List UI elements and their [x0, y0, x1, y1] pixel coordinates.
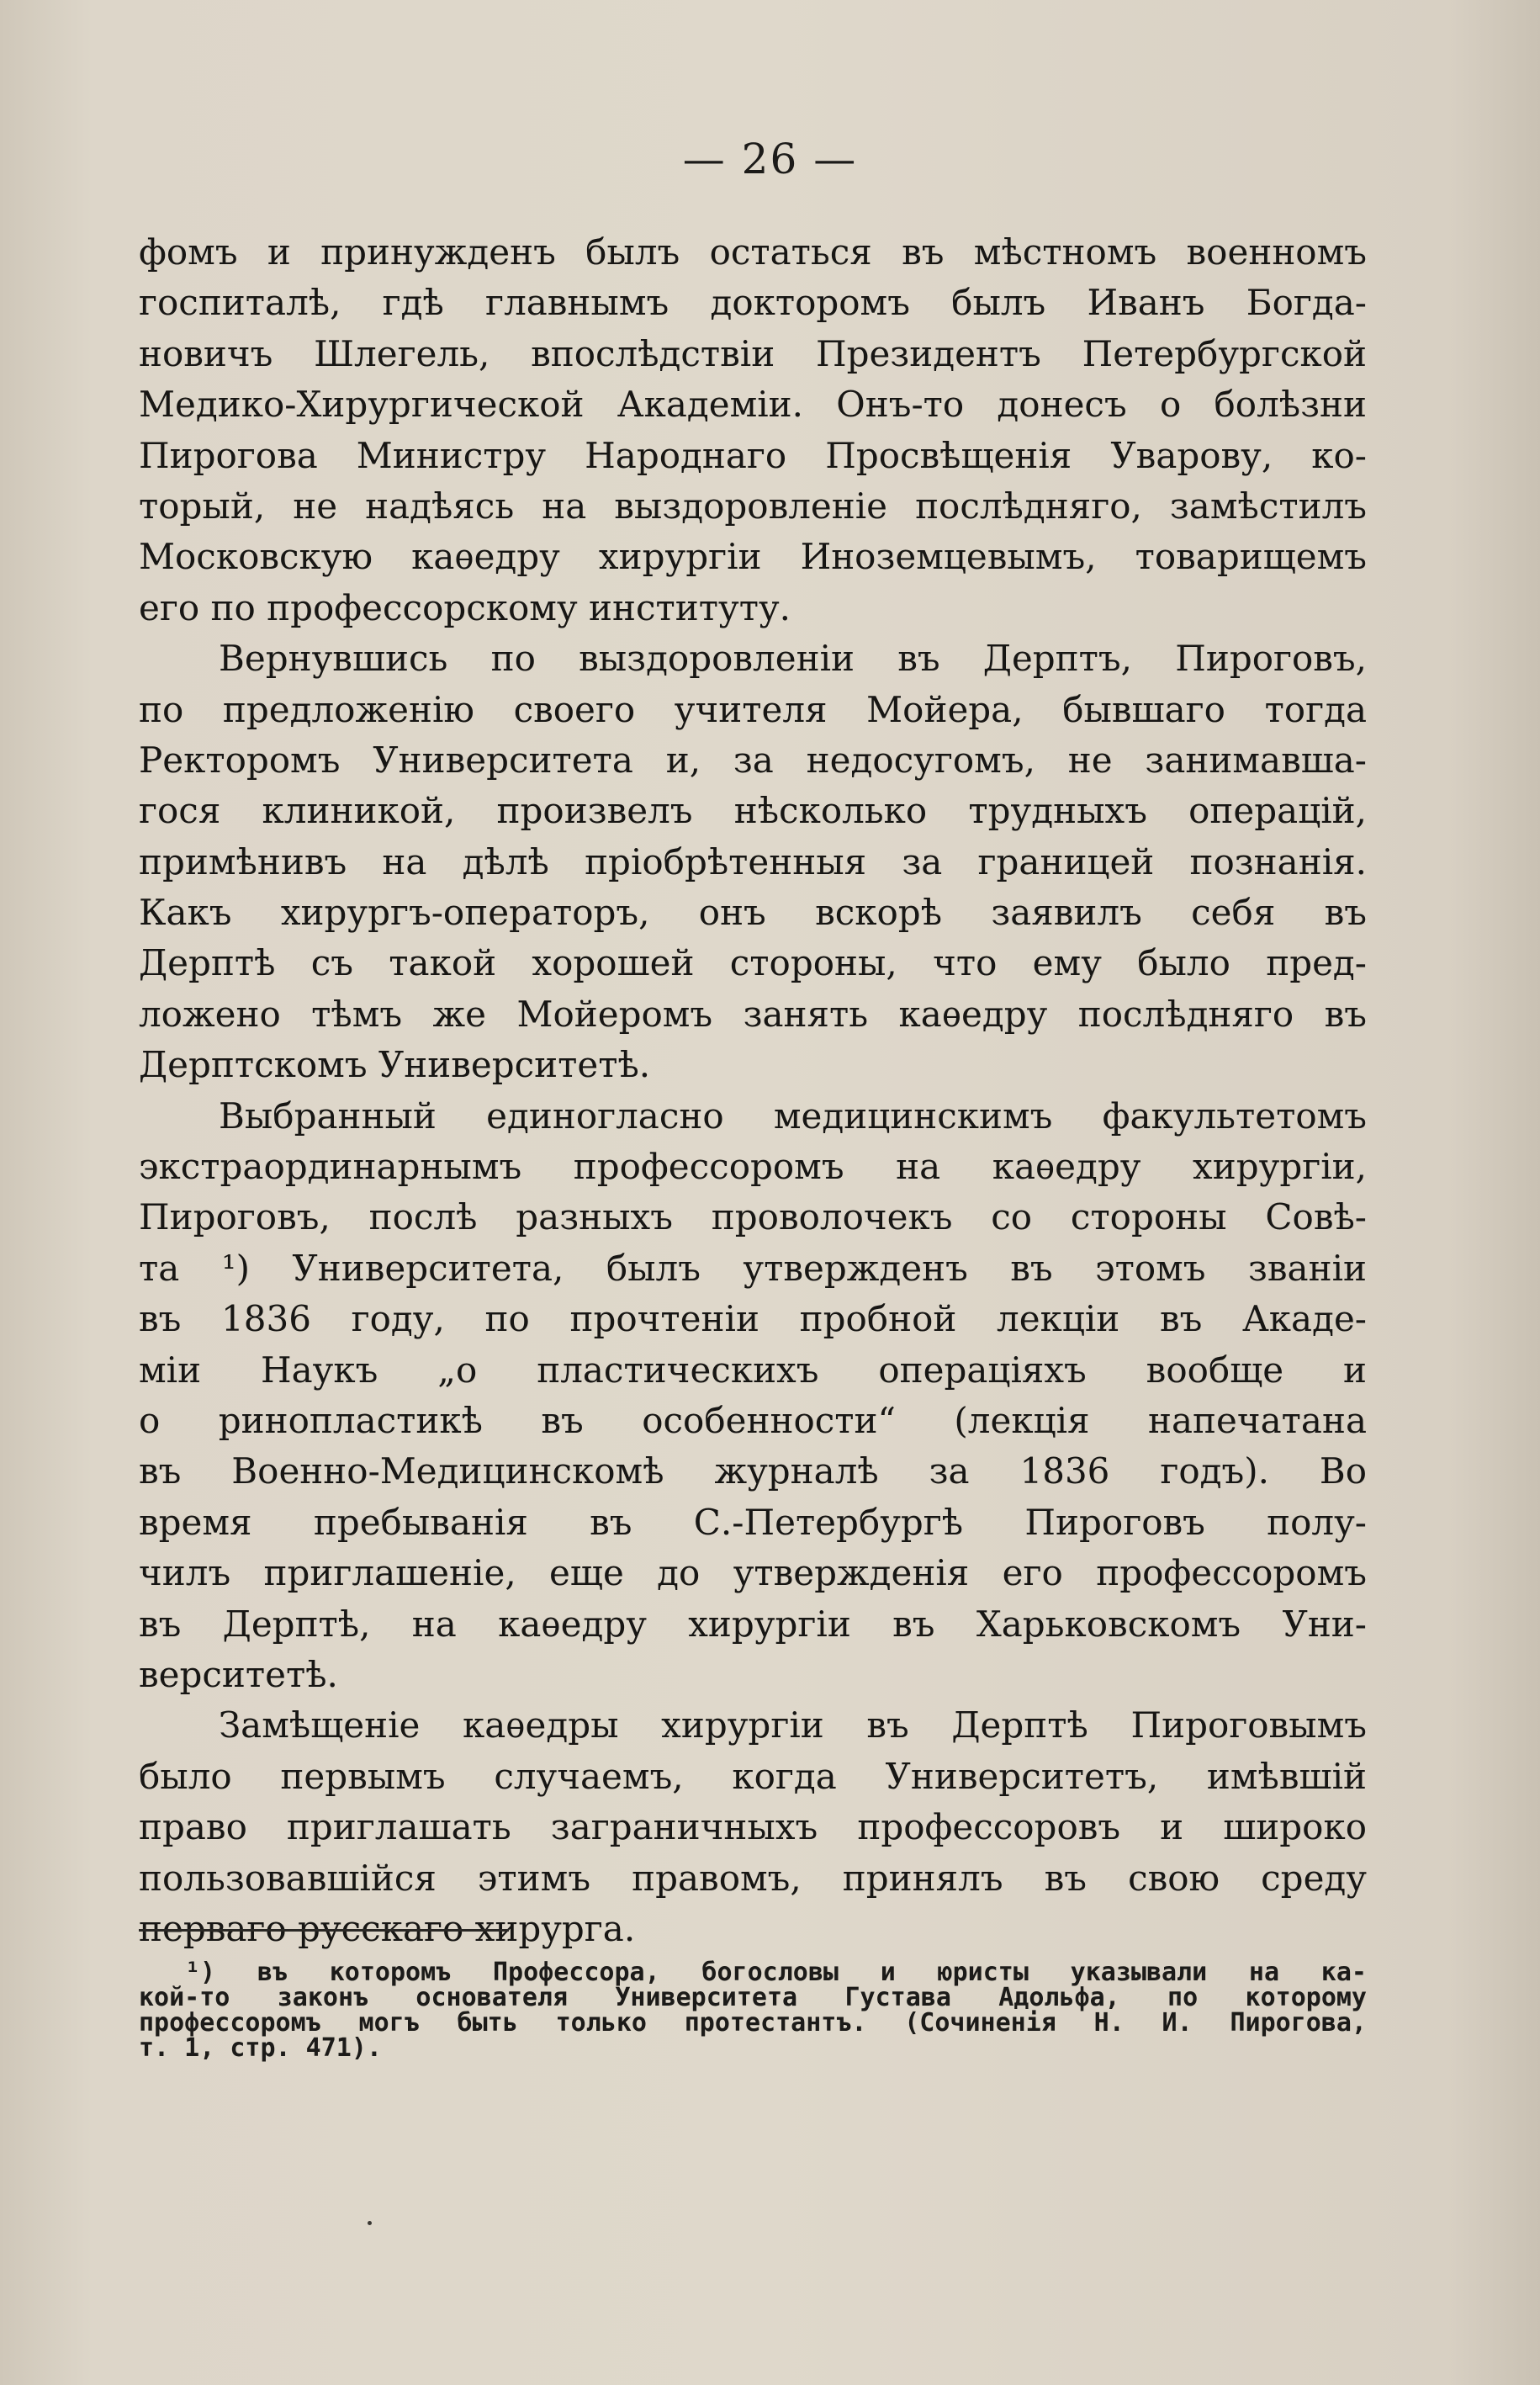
text-line: чилъ приглашеніе, еще до утвержденія его профессоромъ	[139, 1552, 1367, 1594]
body-text	[139, 227, 1367, 1954]
text-line: Пирогова Министру Народнаго Просвѣщенія Уварову, ко-	[139, 434, 1367, 476]
footnote-line: кой-то законъ основателя Университета Густава Адольфа, по которому	[139, 1983, 1367, 2012]
footnote	[139, 1960, 1367, 2061]
text-line: въ 1836 году, по прочтеніи пробной лекціи въ Акаде-	[139, 1298, 1367, 1340]
footnote-line: ¹) въ которомъ Профессора, богословы и юристы указывали на ка-	[185, 1958, 1367, 1987]
text-line: Выбранный единогласно медицинскимъ факультетомъ	[219, 1094, 1367, 1137]
text-line: торый, не надѣясь на выздоровленіе послѣдняго, замѣстилъ	[139, 485, 1367, 527]
text-line: гося клиникой, произвелъ нѣсколько трудныхъ операцій,	[139, 790, 1367, 832]
text-line: Ректоромъ Университета и, за недосугомъ, не занимавша-	[139, 739, 1367, 781]
paper-speck	[368, 2221, 372, 2225]
text-line: новичъ Шлегель, впослѣдствіи Президентъ Петербургской	[139, 332, 1367, 374]
text-line: въ Дерптѣ, на каѳедру хирургіи въ Харьковскомъ Уни-	[139, 1603, 1367, 1645]
footnote-line: профессоромъ могъ быть только протестантъ. (Сочиненія Н. И. Пирогова,	[139, 2008, 1367, 2038]
text-line: по предложенію своего учителя Мойера, бывшаго тогда	[139, 688, 1367, 730]
footnote-separator	[139, 1929, 509, 1932]
text-line: госпиталѣ, гдѣ главнымъ докторомъ былъ Иванъ Богда-	[139, 282, 1367, 324]
text-line: его по профессорскому институту.	[139, 586, 791, 628]
text-line: пользовавшійся этимъ правомъ, принялъ въ свою среду	[139, 1857, 1367, 1899]
text-line: о ринопластикѣ въ особенности“ (лекція напечатана	[139, 1399, 1367, 1441]
text-line: Дерптскомъ Университетѣ.	[139, 1044, 651, 1086]
text-line: Медико-Хирургической Академіи. Онъ-то донесъ о болѣзни	[139, 384, 1367, 426]
text-line: Пироговъ, послѣ разныхъ проволочекъ со стороны Совѣ-	[139, 1196, 1367, 1238]
page-number: — 26 —	[682, 135, 858, 183]
text-line: ложено тѣмъ же Мойеромъ занять каѳедру послѣдняго въ	[139, 993, 1367, 1035]
text-line: право приглашать заграничныхъ профессоровъ и широко	[139, 1806, 1367, 1848]
text-line: фомъ и принужденъ былъ остаться въ мѣстномъ военномъ	[139, 231, 1367, 273]
footnote-line: т. 1, стр. 471).	[139, 2033, 382, 2063]
text-line: время пребыванія въ С.-Петербургѣ Пироговъ полу-	[139, 1501, 1367, 1543]
text-line: Московскую каѳедру хирургіи Иноземцевымъ, товарищемъ	[139, 536, 1367, 578]
text-line: было первымъ случаемъ, когда Университетъ, имѣвшій	[139, 1755, 1367, 1797]
text-line: верситетѣ.	[139, 1653, 338, 1695]
text-line: Дерптѣ съ такой хорошей стороны, что ему было пред-	[139, 942, 1367, 984]
text-line: въ Военно-Медицинскомѣ журналѣ за 1836 годъ). Во	[139, 1450, 1367, 1492]
text-line: Замѣщеніе каѳедры хирургіи въ Дерптѣ Пироговымъ	[219, 1704, 1367, 1746]
text-line: Какъ хирургъ-операторъ, онъ вскорѣ заявилъ себя въ	[139, 892, 1367, 934]
text-line: примѣнивъ на дѣлѣ пріобрѣтенныя за границей познанія.	[139, 840, 1367, 882]
text-line: перваго русскаго хирурга.	[139, 1907, 636, 1949]
text-line: міи Наукъ „о пластическихъ операціяхъ вообще и	[139, 1349, 1367, 1391]
text-line: та ¹) Университета, былъ утвержденъ въ этомъ званіи	[139, 1247, 1367, 1289]
text-line: экстраординарнымъ профессоромъ на каѳедру хирургіи,	[139, 1146, 1367, 1188]
text-line: Вернувшись по выздоровленіи въ Дерптъ, Пироговъ,	[219, 638, 1367, 680]
